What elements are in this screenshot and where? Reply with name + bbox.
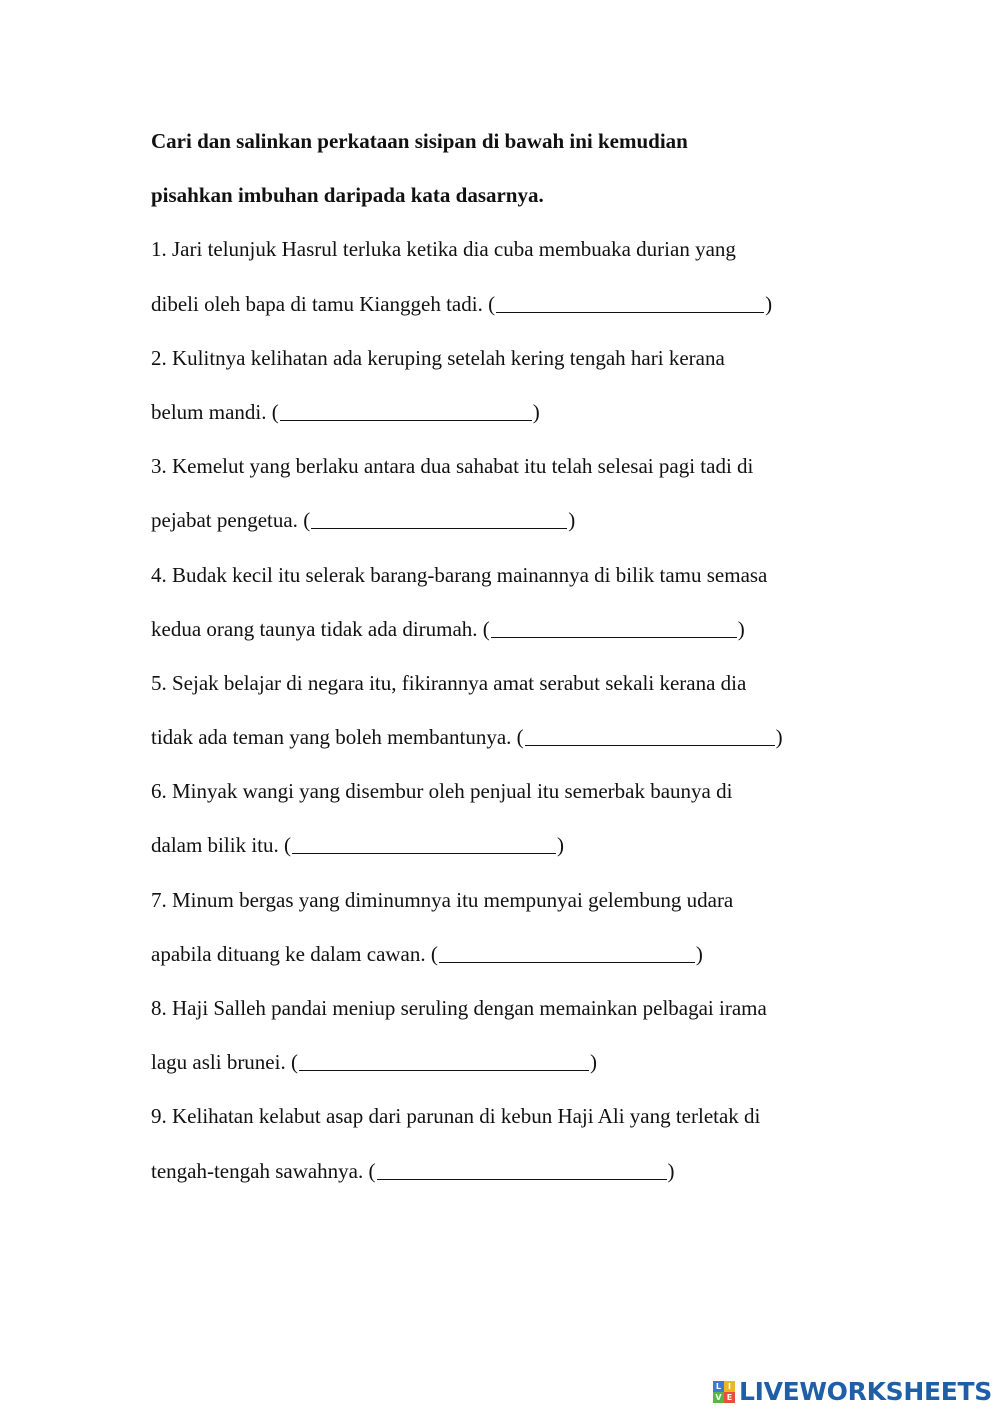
question-text: tidak ada teman yang boleh membantunya. [151,725,512,750]
open-paren: ( [303,508,311,533]
question-text-end [151,710,871,764]
question-4 [151,548,871,656]
logo-letter: L [713,1381,724,1392]
question-text: tengah-tengah sawahnya. [151,1158,364,1183]
open-paren: ( [488,291,496,316]
question-text: 3. Kemelut yang berlaku antara dua sahabat itu telah selesai pagi tadi di [151,454,754,479]
close-paren: ) [737,616,745,641]
answer-blank[interactable] [377,1158,667,1180]
question-3 [151,439,871,547]
close-paren: ) [532,399,540,424]
question-text-end [151,385,871,439]
question-6 [151,764,871,872]
question-text: apabila dituang ke dalam cawan. [151,941,426,966]
question-text: kedua orang taunya tidak ada dirumah. [151,616,478,641]
instruction-line: Cari dan salinkan perkataan sisipan di bawah ini kemudian [151,129,688,153]
question-text-end [151,927,871,981]
logo-letter: E [724,1392,735,1403]
question-text: 6. Minyak wangi yang disembur oleh penjual itu semerbak baunya di [151,779,733,804]
open-paren: ( [430,941,438,966]
logo-letter: I [724,1381,735,1392]
question-text: 9. Kelihatan kelabut asap dari parunan di kebun Haji Ali yang terletak di [151,1104,761,1129]
question-text: 8. Haji Salleh pandai meniup seruling dengan memainkan pelbagai irama [151,996,767,1020]
brand-name: LIVEWORKSHEETS [738,1377,992,1406]
answer-blank[interactable] [280,399,532,421]
question-text-end [151,493,871,547]
open-paren: ( [290,1050,298,1075]
liveworksheets-brand [713,1379,992,1405]
question-text-end [151,277,871,331]
question-text: 5. Sejak belajar di negara itu, fikirannya amat serabut sekali kerana dia [151,670,747,695]
close-paren: ) [765,291,773,316]
close-paren: ) [695,941,703,966]
question-text: 2. Kulitnya kelihatan ada keruping setelah kering tengah hari kerana [151,345,725,370]
answer-blank[interactable] [292,832,556,854]
open-paren: ( [283,833,291,858]
question-9 [151,1089,871,1197]
liveworksheets-logo-icon [713,1381,735,1403]
question-5 [151,656,871,764]
worksheet-content [151,114,871,1198]
logo-letter: V [713,1392,724,1403]
question-text: dalam bilik itu. [151,833,279,858]
question-text: lagu asli brunei. [151,1050,286,1075]
question-text: belum mandi. [151,399,267,424]
open-paren: ( [368,1158,376,1183]
instruction [151,114,871,222]
close-paren: ) [667,1158,675,1183]
answer-blank[interactable] [299,1049,589,1071]
answer-blank[interactable] [496,291,764,313]
question-text: pejabat pengetua. [151,508,298,533]
close-paren: ) [556,833,564,858]
question-text: 7. Minum bergas yang diminumnya itu mempunyai gelembung udara [151,887,734,912]
question-7 [151,873,871,981]
question-text: dibeli oleh bapa di tamu Kianggeh tadi. [151,291,483,316]
close-paren: ) [568,508,576,533]
question-2 [151,331,871,439]
open-paren: ( [482,616,490,641]
question-8 [151,981,871,1089]
close-paren: ) [775,725,783,750]
answer-blank[interactable] [525,724,775,746]
open-paren: ( [516,725,524,750]
instruction-line: pisahkan imbuhan daripada kata dasarnya. [151,183,544,208]
question-1 [151,222,871,330]
answer-blank[interactable] [491,616,737,638]
question-text-end [151,1035,871,1089]
close-paren: ) [589,1050,597,1075]
question-text: 1. Jari telunjuk Hasrul terluka ketika dia cuba membuaka durian yang [151,237,736,262]
question-text: 4. Budak kecil itu selerak barang-barang mainannya di bilik tamu semasa [151,562,768,587]
open-paren: ( [271,399,279,424]
answer-blank[interactable] [439,941,695,963]
answer-blank[interactable] [311,507,567,529]
question-text-end [151,818,871,872]
question-text-end [151,602,871,656]
question-text-end [151,1144,871,1198]
